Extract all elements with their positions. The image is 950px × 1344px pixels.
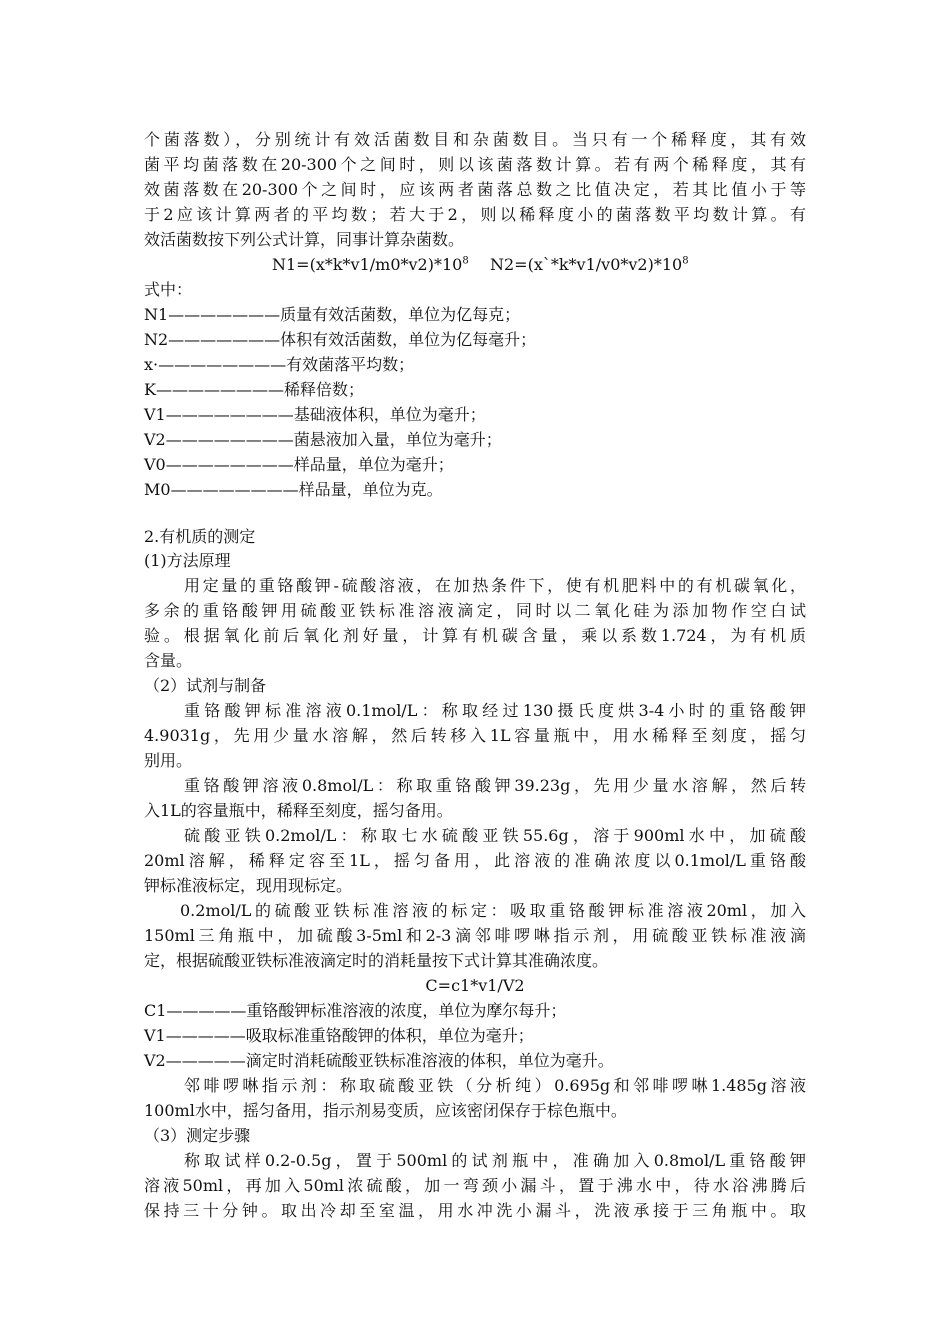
p4-line-1: 硫酸亚铁0.2mol/L：称取七水硫酸亚铁55.6g，溶于900ml水中，加硫酸 xyxy=(184,826,806,845)
p6-line-1: 邻啡啰啉指示剂：称取硫酸亚铁（分析纯）0.695g和邻啡啰啉1.485g溶液 xyxy=(184,1076,806,1095)
def-n2: N2———————体积有效活菌数，单位为亿每毫升； xyxy=(144,330,537,349)
intro-line-3: 效菌落数在20-300个之间时，应该两者菌落总数之比值决定，若其比值小于等 xyxy=(144,180,806,199)
p2-line-3: 别用。 xyxy=(144,751,193,770)
p4-line-3: 钾标准液标定，现用现标定。 xyxy=(144,876,353,895)
p7-line-2: 溶液50ml，再加入50ml浓硫酸，加一弯颈小漏斗，置于沸水中，待水浴沸腾后 xyxy=(144,1176,806,1195)
intro-line-2: 菌平均菌落数在20-300个之间时，则以该菌落数计算。若有两个稀释度，其有 xyxy=(144,155,806,174)
p5-line-1: 0.2mol/L的硫酸亚铁标准溶液的标定：吸取重铬酸钾标准溶液20ml，加入 xyxy=(180,901,806,920)
def-c1: C1—————重铬酸钾标准溶液的浓度，单位为摩尔每升； xyxy=(144,1001,567,1020)
p1-line-3: 验。根据氧化前后氧化剂好量，计算有机碳含量，乘以系数1.724，为有机质 xyxy=(144,626,806,645)
intro-line-4: 于2应该计算两者的平均数；若大于2，则以稀释度小的菌落数平均数计算。有 xyxy=(144,205,806,224)
formula-c: C=c1*v1/V2 xyxy=(425,976,525,995)
formula-n1: $N1=(x*k*v1/m0*v2)*10^8$ xyxy=(272,255,469,274)
p1-line-1: 用定量的重铬酸钾-硫酸溶液，在加热条件下，使有机肥料中的有机碳氧化， xyxy=(184,576,806,595)
p7-line-3: 保持三十分钟。取出冷却至室温，用水冲洗小漏斗，洗液承接于三角瓶中。取 xyxy=(144,1201,806,1220)
section-title: 2.有机质的测定 xyxy=(144,527,256,546)
p7-line-1: 称取试样0.2-0.5g，置于500ml的试剂瓶中，准确加入0.8mol/L重铬酸钾 xyxy=(184,1151,806,1170)
p5-line-3: 定，根据硫酸亚铁标准液滴定时的消耗量按下式计算其准确浓度。 xyxy=(144,951,609,970)
p1-line-4: 含量。 xyxy=(144,651,193,670)
p2-line-1: 重铬酸钾标准溶液0.1mol/L：称取经过130摄氏度烘3-4小时的重铬酸钾 xyxy=(184,701,806,720)
def-m0: M0————————样品量，单位为克。 xyxy=(144,480,443,499)
subsection-method: (1)方法原理 xyxy=(144,551,231,570)
def-k: K————————稀释倍数； xyxy=(144,380,364,399)
subsection-reagents: （2）试剂与制备 xyxy=(144,676,267,695)
def-x: x·————————有效菌落平均数； xyxy=(144,355,415,374)
where-label: 式中： xyxy=(144,280,193,299)
p2-line-2: 4.9031g，先用少量水溶解，然后转移入1L容量瓶中，用水稀释至刻度，摇匀 xyxy=(144,726,806,745)
p5-line-2: 150ml三角瓶中，加硫酸3-5ml和2-3滴邻啡啰啉指示剂，用硫酸亚铁标准液滴 xyxy=(144,926,806,945)
intro-line-5: 效活菌数按下列公式计算，同事计算杂菌数。 xyxy=(144,230,465,249)
p1-line-2: 多余的重铬酸钾用硫酸亚铁标准溶液滴定，同时以二氧化硅为添加物作空白试 xyxy=(144,601,806,620)
def-v0: V0————————样品量，单位为毫升； xyxy=(144,455,454,474)
def-v1: V1————————基础液体积，单位为毫升； xyxy=(144,405,486,424)
formula-n2: $N2=(x`*k*v1/v0*v2)*10^8$ xyxy=(490,255,689,274)
p6-line-2: 100ml水中，摇匀备用，指示剂易变质，应该密闭保存于棕色瓶中。 xyxy=(144,1101,627,1120)
def-v2-2: V2—————滴定时消耗硫酸亚铁标准溶液的体积，单位为毫升。 xyxy=(144,1051,614,1070)
p3-line-1: 重铬酸钾溶液0.8mol/L：称取重铬酸钾39.23g，先用少量水溶解，然后转 xyxy=(184,776,806,795)
def-v1-2: V1—————吸取标准重铬酸钾的体积，单位为毫升； xyxy=(144,1026,534,1045)
subsection-procedure: （3）测定步骤 xyxy=(144,1126,251,1145)
p4-line-2: 20ml溶解，稀释定容至1L，摇匀备用，此溶液的准确浓度以0.1mol/L重铬酸 xyxy=(144,851,806,870)
def-n1: N1———————质量有效活菌数，单位为亿每克； xyxy=(144,305,521,324)
p3-line-2: 入1L的容量瓶中，稀释至刻度，摇匀备用。 xyxy=(144,801,453,820)
def-v2: V2————————菌悬液加入量，单位为毫升； xyxy=(144,430,502,449)
intro-line-1: 个菌落数），分别统计有效活菌数目和杂菌数目。当只有一个稀释度，其有效 xyxy=(144,130,806,149)
